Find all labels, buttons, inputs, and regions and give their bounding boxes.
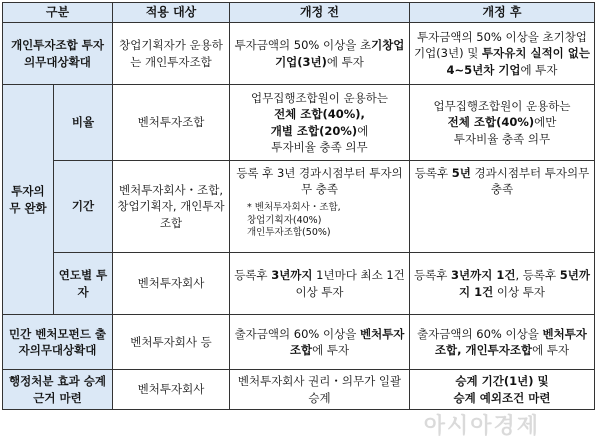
row-succession-before: 벤처투자회사 권리・의무가 일괄 승계 [230,370,410,410]
row-personal-fund-target: 창업기획자가 운용하는 개인투자조합 [113,23,230,85]
row-fund-of-funds-before: 출자금액의 60% 이상을 벤처투자조합에 투자 [230,315,410,370]
row-period-before: 등록 후 3년 경과시점부터 투자의무 충족 * 벤처투자회사・조합, 창업기획자(40%) 개인투자조합(50%) [230,161,410,253]
row-fund-of-funds [3,315,595,370]
row-yearly-before: 등록후 3년까지 1년마다 최소 1건 이상 투자 [230,253,410,315]
header-after: 개정 후 [410,3,595,23]
row-period [3,161,595,253]
row-succession-target: 벤처투자회사 [113,370,230,410]
header-category: 구분 [3,3,113,23]
row-yearly-label: 연도별 투자 [54,253,113,315]
header-row [3,3,595,23]
row-ratio-before: 업무집행조합원이 운용하는 전체 조합(40%), 개별 조합(20%)에 투자비율 충족 의무 [230,85,410,161]
row-ratio-target: 벤처투자조합 [113,85,230,161]
row-ratio-label: 비율 [54,85,113,161]
header-target: 적용 대상 [113,3,230,23]
row-personal-fund [3,23,595,85]
row-yearly-target: 벤처투자회사 [113,253,230,315]
row-fund-of-funds-label: 민간 벤처모펀드 출자의무대상확대 [3,315,113,370]
row-period-target: 벤처투자회사・조합, 창업기획자, 개인투자조합 [113,161,230,253]
row-yearly-after: 등록후 3년까지 1건, 등록후 5년까지 1건 이상 투자 [410,253,595,315]
comparison-table [2,2,595,410]
row-ratio-after: 업무집행조합원이 운용하는 전체 조합(40%)에만 투자비율 충족 의무 [410,85,595,161]
group-label-relaxation: 투자의무 완화 [3,85,54,315]
row-period-note: * 벤처투자회사・조합, 창업기획자(40%) 개인투자조합(50%) [247,201,341,239]
comparison-table-frame [2,2,594,442]
row-period-after: 등록후 5년 경과시점부터 투자의무 충족 [410,161,595,253]
row-succession-label: 행정처분 효과 승계 근거 마련 [3,370,113,410]
row-personal-fund-after: 투자금액의 50% 이상을 초기창업기업(3년) 및 투자유치 실적이 없는 4~5년차 기업에 투자 [410,23,595,85]
watermark-logo: 아시아경제 [423,414,540,439]
row-succession-after: 승계 기간(1년) 및 승계 예외조건 마련 [410,370,595,410]
row-fund-of-funds-target: 벤처투자회사 등 [113,315,230,370]
row-personal-fund-label: 개인투자조합 투자의무대상확대 [3,23,113,85]
row-ratio [3,85,595,161]
row-fund-of-funds-after: 출자금액의 60% 이상을 벤처투자조합, 개인투자조합에 투자 [410,315,595,370]
row-yearly [3,253,595,315]
row-succession [3,370,595,410]
row-period-label: 기간 [54,161,113,253]
row-personal-fund-before: 투자금액의 50% 이상을 초기창업기업(3년)에 투자 [230,23,410,85]
header-before: 개정 전 [230,3,410,23]
